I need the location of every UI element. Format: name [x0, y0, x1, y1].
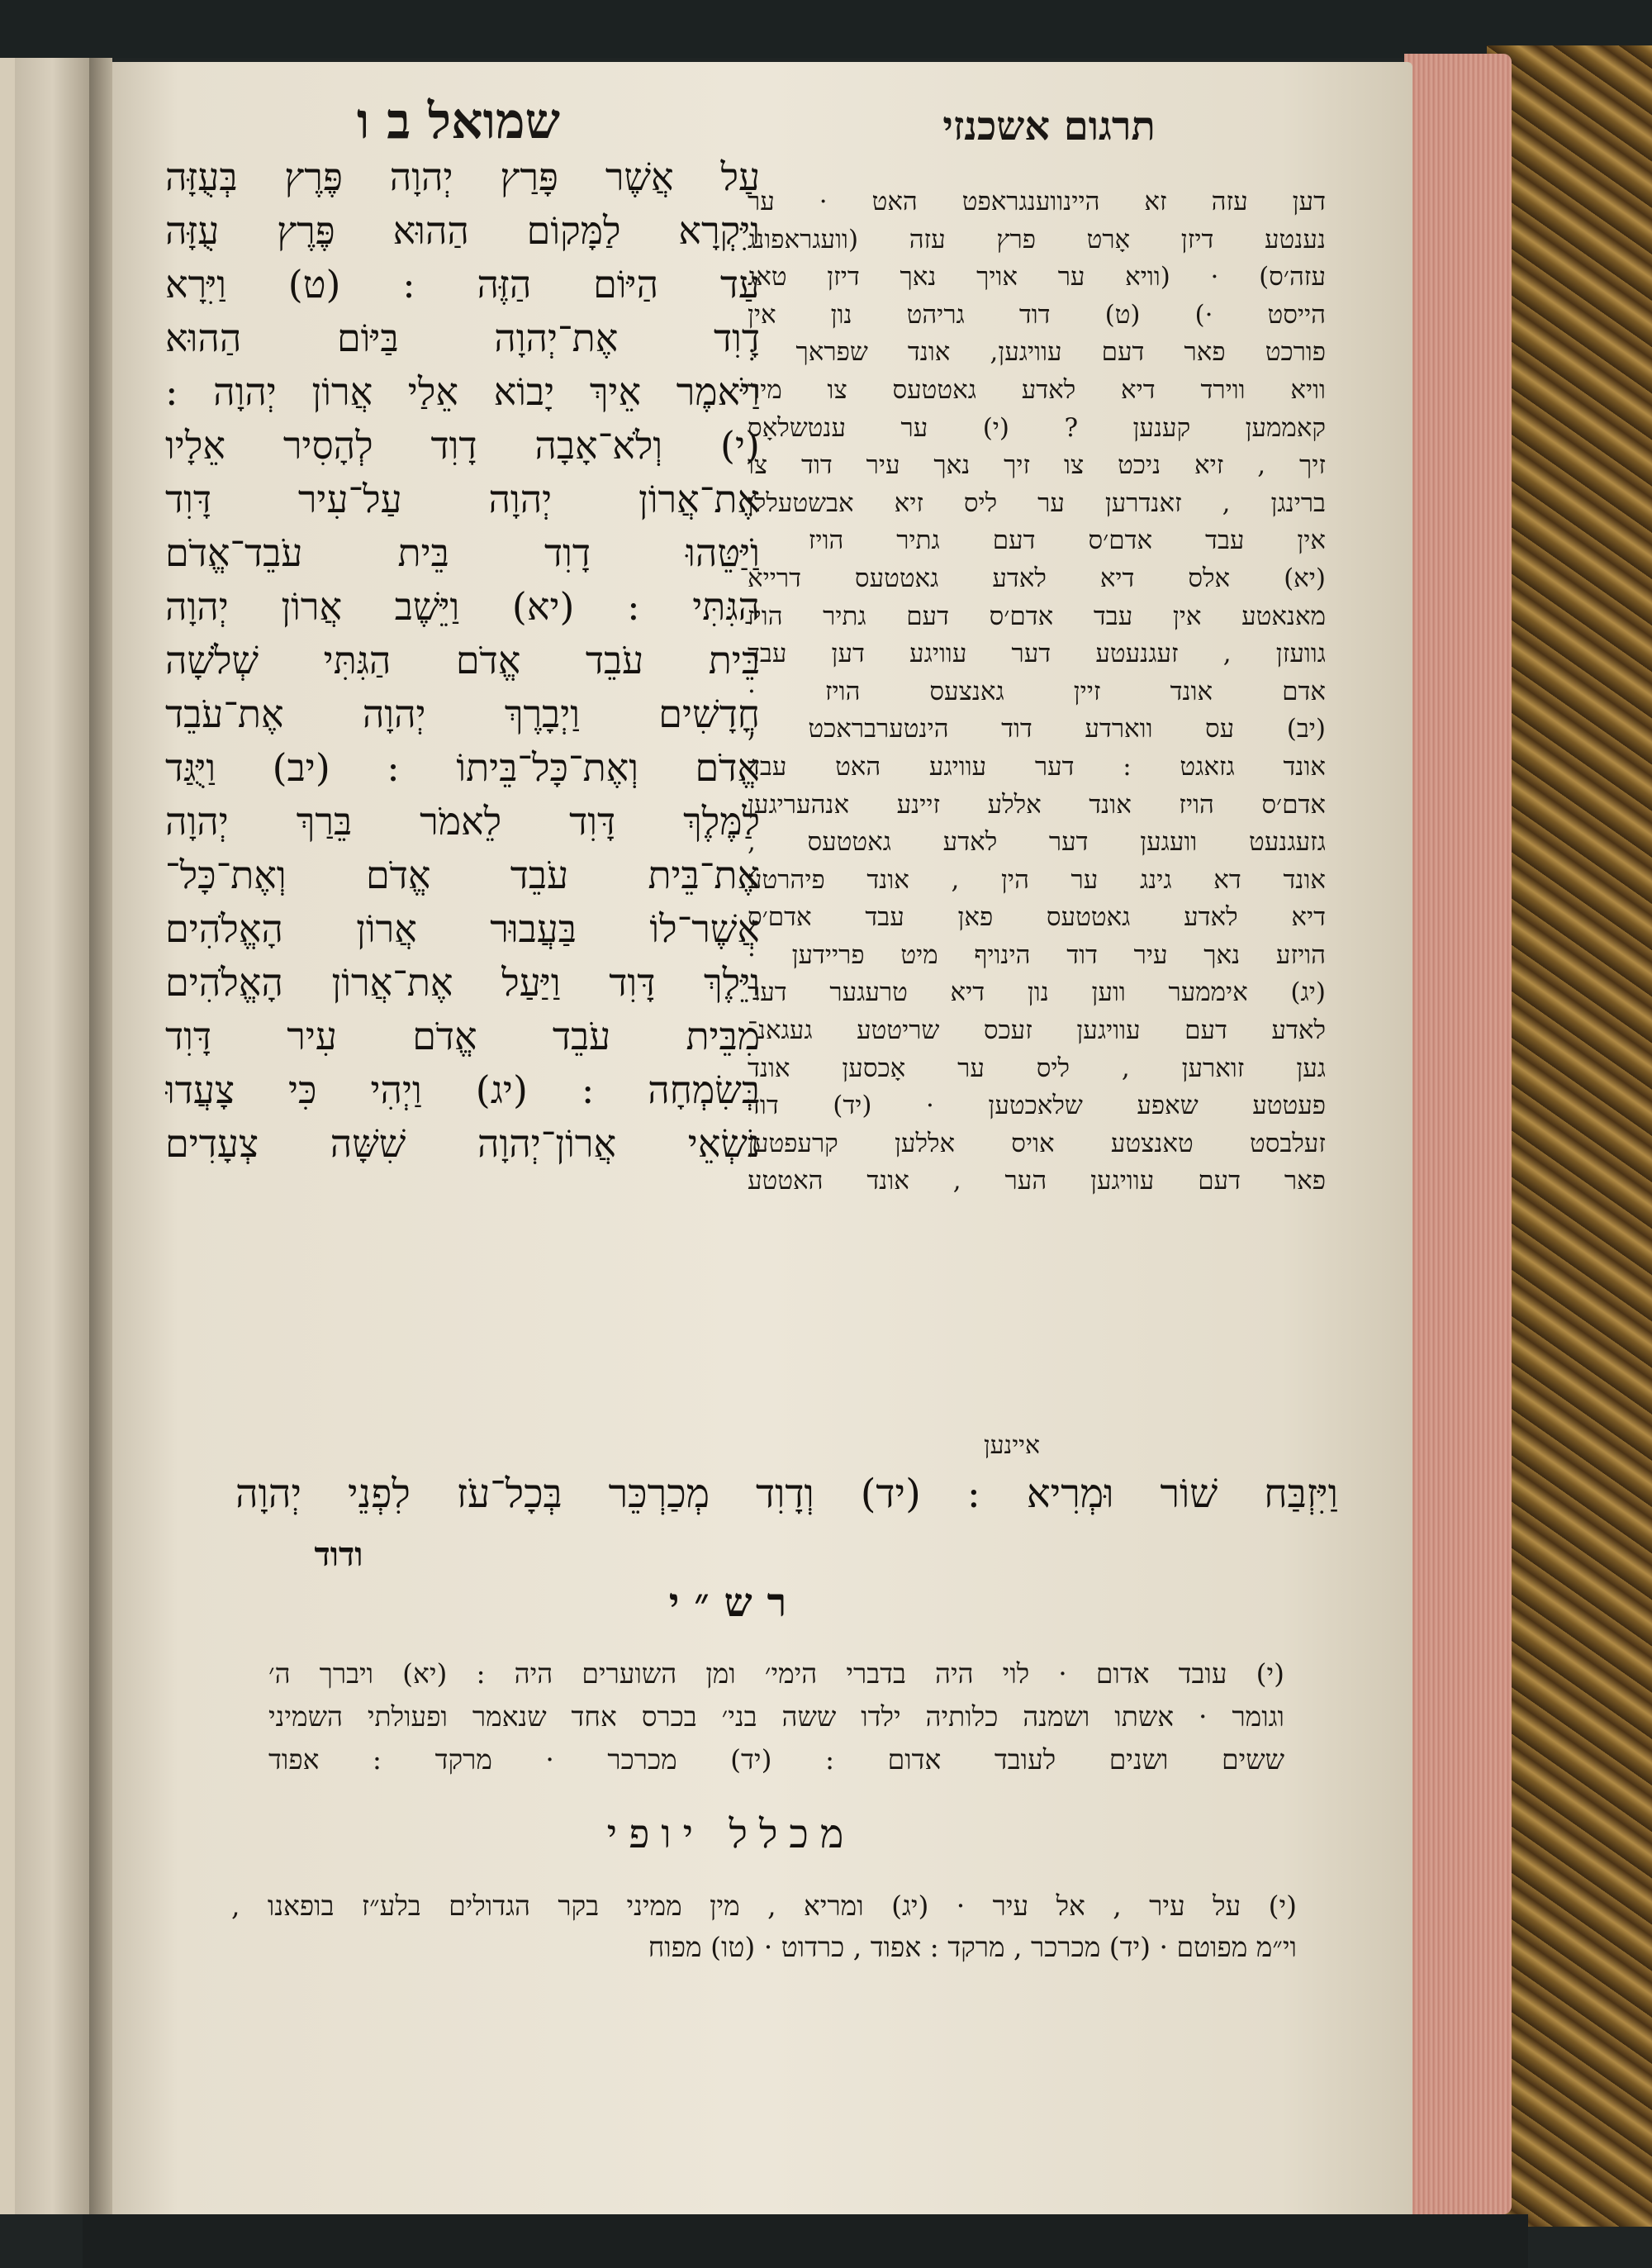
yiddish-line: אונד גזאגט : דער עוויגע האט עבד	[748, 751, 1326, 782]
yiddish-line: אדם׳ס הויז אונד אללע זיינע אנהעריגען	[748, 789, 1326, 820]
yiddish-line: מאנאטע אין עבד אדם׳ס דעם גתיר הויז	[748, 601, 1326, 631]
yiddish-last-word: איינען	[983, 1431, 1041, 1460]
catchword: ודוד	[314, 1535, 363, 1574]
hebrew-line: אֶת־אֲרוֹן יְהוָה עַל־עִיר דָּוִד	[165, 477, 760, 521]
yiddish-line: ברינגן , זאנדרען ער ליס זיא אבשטעללן	[748, 487, 1326, 518]
yiddish-line: נענטע דיזן אָרט פרץ עזה (וועגראפונג	[748, 224, 1326, 254]
yiddish-line: (יב) עס ווארדע דוד הינטערבראכט ,	[748, 714, 1326, 744]
yiddish-line: אין עבד אדם׳ס דעם גתיר הויז ·	[748, 525, 1326, 556]
hebrew-line: בְּשִׂמְחָה : (יג) וַיְהִי כִּי צָעֲדוּ	[165, 1067, 760, 1112]
hebrew-line: מִבֵּית עֹבֵד אֱדֹם עִיר דָּוִד	[165, 1014, 760, 1058]
hebrew-line: אֶת־בֵּית עֹבֵד אֱדֹם וְאֶת־כָּל־	[165, 853, 760, 897]
marbled-cover	[1487, 45, 1652, 2227]
yiddish-line: פעטטע שאפע שלאכטען · (יד) דוד	[748, 1091, 1326, 1121]
yiddish-line: דען עזה זא היינווענגראפט האט · ער	[748, 187, 1326, 216]
hebrew-line: נֹשְׂאֵי אֲרוֹן־יְהוָה שִׁשָּׁה צְעָדִים	[165, 1121, 760, 1166]
hebrew-line: אֱדֹם וְאֶת־כָּל־בֵּיתוֹ : (יב) וַיֻּגַּד	[165, 745, 760, 790]
yiddish-line: אדם אונד זיין גאנצעס הויז ·	[748, 676, 1326, 706]
hebrew-line: וַיֵּלֶךְ דָּוִד וַיַּעַל אֶת־אֲרוֹן הָאֱלֹהִים	[165, 960, 760, 1005]
rashi-line: ששים ושנים לעובד אדום : (יד) מכרכר · מרקד : אפוד	[268, 1743, 1284, 1776]
yiddish-line: פאר דעם עוויגען הער , אונד האטטע	[748, 1166, 1326, 1196]
yiddish-line: הייסט ·) (ט) דוד גריהט נון אין	[748, 299, 1326, 330]
book-cover-bottom	[83, 2214, 1528, 2268]
running-head-book-title: שמואל ב ו	[356, 93, 561, 150]
red-page-edges	[1404, 54, 1512, 2214]
yiddish-line: זעלבסט טאנצטע אויס אללען קרעפטען	[748, 1128, 1326, 1158]
rashi-commentary	[268, 1652, 1284, 1781]
rashi-line: (י) עובד אדום · לוי היה בדברי הימי׳ ומן השוערים היה : (יא) ויברך ה׳	[268, 1657, 1284, 1690]
left-page-margin	[0, 58, 15, 2214]
yiddish-line: (יא) אלס דיא לאדע גאטטעס דרייא	[748, 563, 1326, 593]
hebrew-line: אֲשֶׁר־לוֹ בַּעֲבוּר אֲרוֹן הָאֱלֹהִים	[165, 906, 760, 951]
hebrew-line: חֳדָשִׁים וַיְבָרֶךְ יְהוָה אֶת־עֹבֵד	[165, 692, 760, 736]
yiddish-line: אונד דא גינג ער הין , אונד פיהרטע	[748, 864, 1326, 895]
hebrew-line: עַד הַיּוֹם הַזֶּה : (ט) וַיִּרָא	[165, 262, 760, 307]
hebrew-line: עַל אֲשֶׁר פָּרַץ יְהוָה פֶּרֶץ בְּעֻזָּה	[165, 155, 760, 199]
book-gutter	[89, 58, 112, 2214]
hebrew-line: (י) וְלֹא־אָבָה דָוִד לְהָסִיר אֵלָיו	[165, 423, 760, 468]
hebrew-line: וַיִּקְרָא לַמָּקוֹם הַהוּא פֶּרֶץ עֻזָּה	[165, 208, 760, 253]
running-head-translation-title: תרגום אשכנזי	[942, 103, 1156, 150]
yiddish-line: לאדע דעם עוויגען זעכס שריטטע געגאנ־	[748, 1015, 1326, 1046]
rashi-heading: רש״י	[668, 1580, 802, 1626]
book-cover-top	[0, 0, 1652, 58]
mikhlal-yofi-heading: מכלל יופי	[606, 1811, 856, 1857]
yiddish-line: הויזע נאך עיר דוד הינויף מיט פריידען ·	[748, 939, 1326, 970]
hebrew-line: וַיֹּאמֶר אֵיךְ יָבוֹא אֵלַי אֲרוֹן יְהוָה :	[165, 369, 760, 414]
hebrew-line: הַגִּתִּי : (יא) וַיֵּשֶׁב אֲרוֹן יְהוָה	[165, 584, 760, 629]
hebrew-line: לַמֶּלֶךְ דָּוִד לֵאמֹר בֵּרַךְ יְהוָה	[165, 799, 760, 844]
yiddish-translation-column	[748, 183, 1326, 1201]
hebrew-text-column	[165, 150, 760, 1171]
yiddish-line: דיא לאדע גאטטעס פאן עבד אדם׳ס	[748, 902, 1326, 933]
yiddish-line: עזה׳ס) · (וויא ער אויך נאך דיזן טאג	[748, 262, 1326, 292]
rashi-line: וגומר · אשתו ושמנה כלותיה ילדו ששה בני׳ בכרס אחד שנאמר ופעולתי השמיני	[268, 1700, 1284, 1733]
hebrew-full-width-line: וַיִּזְבַּח שׁוֹר וּמְרִיא : (יד) וְדָוִד מְכַרְכֵּר בְּכָל־עֹז לִפְנֵי יְהוָה	[235, 1471, 1338, 1517]
mikhlal-yofi-commentary	[231, 1885, 1297, 1968]
mikhlal-line: וי״מ מפוטם · (יד) מכרכר , מרקד : אפוד , כרדוט · (טו) מפוח	[648, 1931, 1297, 1963]
yiddish-line: זיך , זיא ניכט צו זיך נאך עיר דוד צו	[748, 450, 1326, 481]
hebrew-line: בֵּית עֹבֵד אֱדֹם הַגִּתִּי שְׁלֹשָׁה	[165, 638, 760, 682]
yiddish-line: (יג) איממער ווען נון דיא טרעגער דער	[748, 977, 1326, 1008]
yiddish-line: גוועזן , זעגנעטע דער עוויגע דען עבד	[748, 639, 1326, 669]
mikhlal-line: (י) על עיר , אל עיר · (יג) ומריא , מין ממיני בקר הגדולים בלע״ז בופאנו ,	[231, 1890, 1297, 1922]
yiddish-line: גען זוארען , ליס ער אָכסען אונד	[748, 1053, 1326, 1083]
yiddish-line: פורכט פאר דעם עוויגען, אונד שפראך :	[748, 337, 1326, 368]
hebrew-line: דָוִד אֶת־יְהוָה בַּיּוֹם הַהוּא	[165, 316, 760, 360]
yiddish-line: גזעגנעט וועגען דער לאדע גאטטעס ,	[748, 827, 1326, 858]
yiddish-line: קאממען קענען ? (י) ער ענטשלאָס	[748, 412, 1326, 443]
yiddish-line: וויא ווירד דיא לאדע גאטטעס צו מיר	[748, 374, 1326, 405]
hebrew-line: וַיַּטֵּהוּ דָוִד בֵּית עֹבֵד־אֱדֹם	[165, 530, 760, 575]
